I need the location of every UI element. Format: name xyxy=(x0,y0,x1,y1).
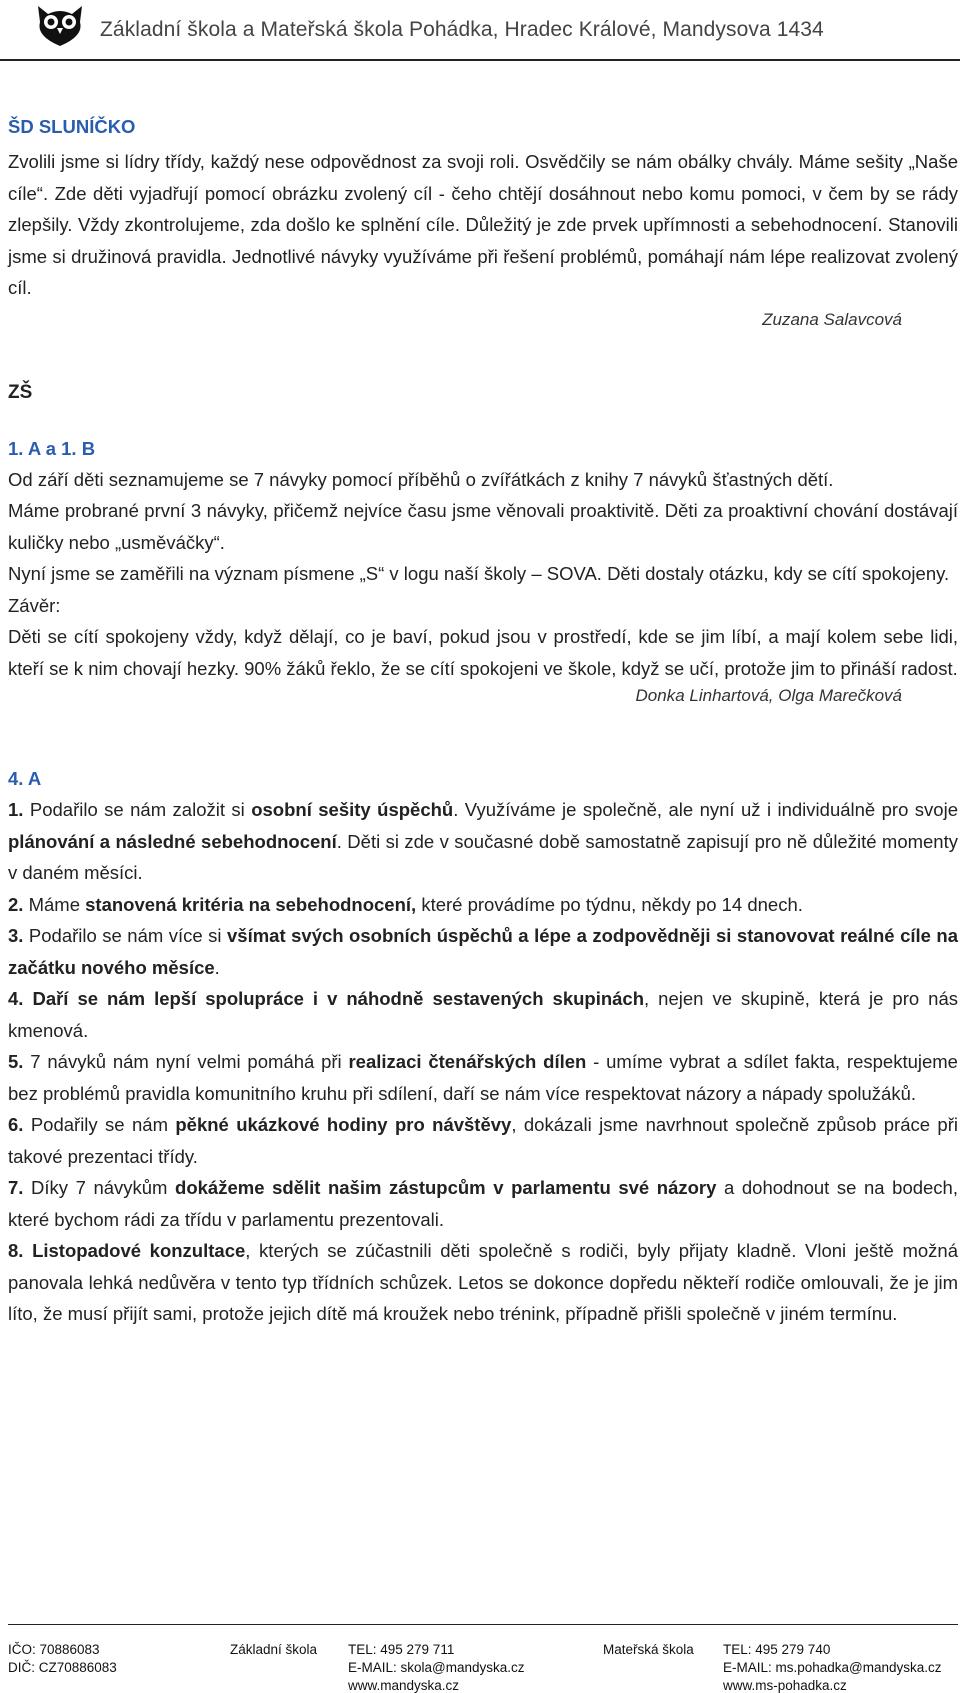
zs-signature: Donka Linhartová, Olga Marečková xyxy=(635,686,902,705)
list-item: 1. Podařilo se nám založit si osobní sešity úspěchů. Využíváme je společně, ale nyní už i individuálně pro svoje plánování a následné sebehodnocení. Děti si zde v současné době samostatně zapisují pro ně důležité momenty v daném měsíci. xyxy=(8,799,958,883)
footer-ms-web[interactable]: www.ms-pohadka.cz xyxy=(723,1678,847,1693)
list-item: 6. Podařily se nám pěkné ukázkové hodiny pro návštěvy, dokázali jsme navrhnout společně způsob práce při takové prezentaci třídy. xyxy=(8,1114,958,1167)
footer-ms-email[interactable]: E-MAIL: ms.pohadka@mandyska.cz xyxy=(723,1660,942,1675)
zs-paragraph-2: Máme probrané první 3 návyky, přičemž nejvíce času jsme věnovali proaktivitě. Děti za proaktivní chování dostávají kuličky nebo „usměváčky“. xyxy=(8,500,958,553)
header-title: Základní škola a Mateřská škola Pohádka, Hradec Králové, Mandysova 1434 xyxy=(100,18,824,41)
zs-conclusion-label: Závěr: xyxy=(8,594,61,616)
footer-ms-label: Mateřská škola xyxy=(603,1642,694,1657)
list-item: 5. 7 návyků nám nyní velmi pomáhá při realizaci čtenářských dílen - umíme vybrat a sdílet fakta, respektujeme bez problémů pravidla komunitního kruhu při sdílení, daří se nám více respektovat názory a nápady spolužáků. xyxy=(8,1051,958,1104)
owl-logo-icon xyxy=(34,2,86,48)
footer-ms-tel: TEL: 495 279 740 xyxy=(723,1642,831,1657)
footer-zs-web[interactable]: www.mandyska.cz xyxy=(348,1678,460,1693)
list-item: 7. Díky 7 návykům dokážeme sdělit našim zástupcům v parlamentu své názory a dohodnout se na bodech, které bychom rádi za třídu v parlamentu prezentovali. xyxy=(8,1177,958,1230)
footer-ico: IČO: 70886083 xyxy=(8,1642,100,1657)
footer-zs-email[interactable]: E-MAIL: skola@mandyska.cz xyxy=(348,1660,525,1675)
zs-paragraph-1: Od září děti seznamujeme se 7 návyky pomocí příběhů o zvířátkách z knihy 7 návyků šťastných dětí. xyxy=(8,468,834,490)
class-heading-1a1b: 1. A a 1. B xyxy=(8,437,96,459)
sd-signature: Zuzana Salavcová xyxy=(762,309,902,329)
zs-paragraph-5: Děti se cítí spokojeny vždy, když dělají, co je baví, pokud jsou v prostředí, kde se jim líbí, a mají kolem sebe lidi, kteří se k nim chovají hezky. 90% žáků řeklo, že se cítí spokojeni ve škole, když se učí, protože jim to přináší radost. xyxy=(8,626,958,679)
list-item: 8. Listopadové konzultace, kterých se zúčastnili děti společně s rodiči, byly přijaty kladně. Vloni ještě možná panovala lehká nedůvěra v tento typ třídních schůzek. Letos se dokonce dopředu někteří rodiče omlouvali, že je jim líto, že musí přijít sami, protože jejich dítě má kroužek nebo trénink, případně přišli společně v jiném termínu. xyxy=(8,1240,958,1324)
class-heading-4a: 4. A xyxy=(8,768,42,789)
page-header xyxy=(0,0,960,62)
footer-zs-label: Základní škola xyxy=(230,1642,318,1657)
list-item: 4. Daří se nám lepší spolupráce i v náhodně sestavených skupinách, nejen ve skupině, která je pro nás kmenová. xyxy=(8,988,959,1041)
list-item: 3. Podařilo se nám více si všímat svých osobních úspěchů a lépe a zodpovědněji si stanovovat reálné cíle na začátku nového měsíce. xyxy=(8,925,958,978)
section-heading-sd: ŠD SLUNÍČKO xyxy=(8,116,136,137)
footer-zs-tel: TEL: 495 279 711 xyxy=(348,1642,455,1657)
sd-paragraph: Zvolili jsme si lídry třídy, každý nese odpovědnost za svoji roli. Osvědčily se nám obálky chvály. Máme sešity „Naše cíle“. Zde děti vyjadřují pomocí obrázku zvolený cíl - čeho chtějí dosáhnout nebo komu pomoci, v čem by se rády zlepšily. Vždy zkontrolujeme, zda došlo ke splnění cíle. Důležitý je zde prvek upřímnosti a sebehodnocení. Stanovili jsme si družinová pravidla. Jednotlivé návyky využíváme při řešení problémů, pomáhají nám lépe realizovat zvolený cíl. xyxy=(8,151,958,298)
footer-divider xyxy=(8,1624,958,1625)
zs-paragraph-3: Nyní jsme se zaměřili na význam písmene „S“ v logu naší školy – SOVA. Děti dostaly otázku, kdy se cítí spokojeny. xyxy=(8,563,950,584)
list-item: 2. Máme stanovená kritéria na sebehodnocení, které provádíme po týdnu, někdy po 14 dnech. xyxy=(8,893,803,915)
footer-dic: DIČ: CZ70886083 xyxy=(8,1660,117,1675)
section-heading-zs: ZŠ xyxy=(8,381,33,403)
document-body xyxy=(8,112,958,1330)
header-divider xyxy=(0,59,960,61)
